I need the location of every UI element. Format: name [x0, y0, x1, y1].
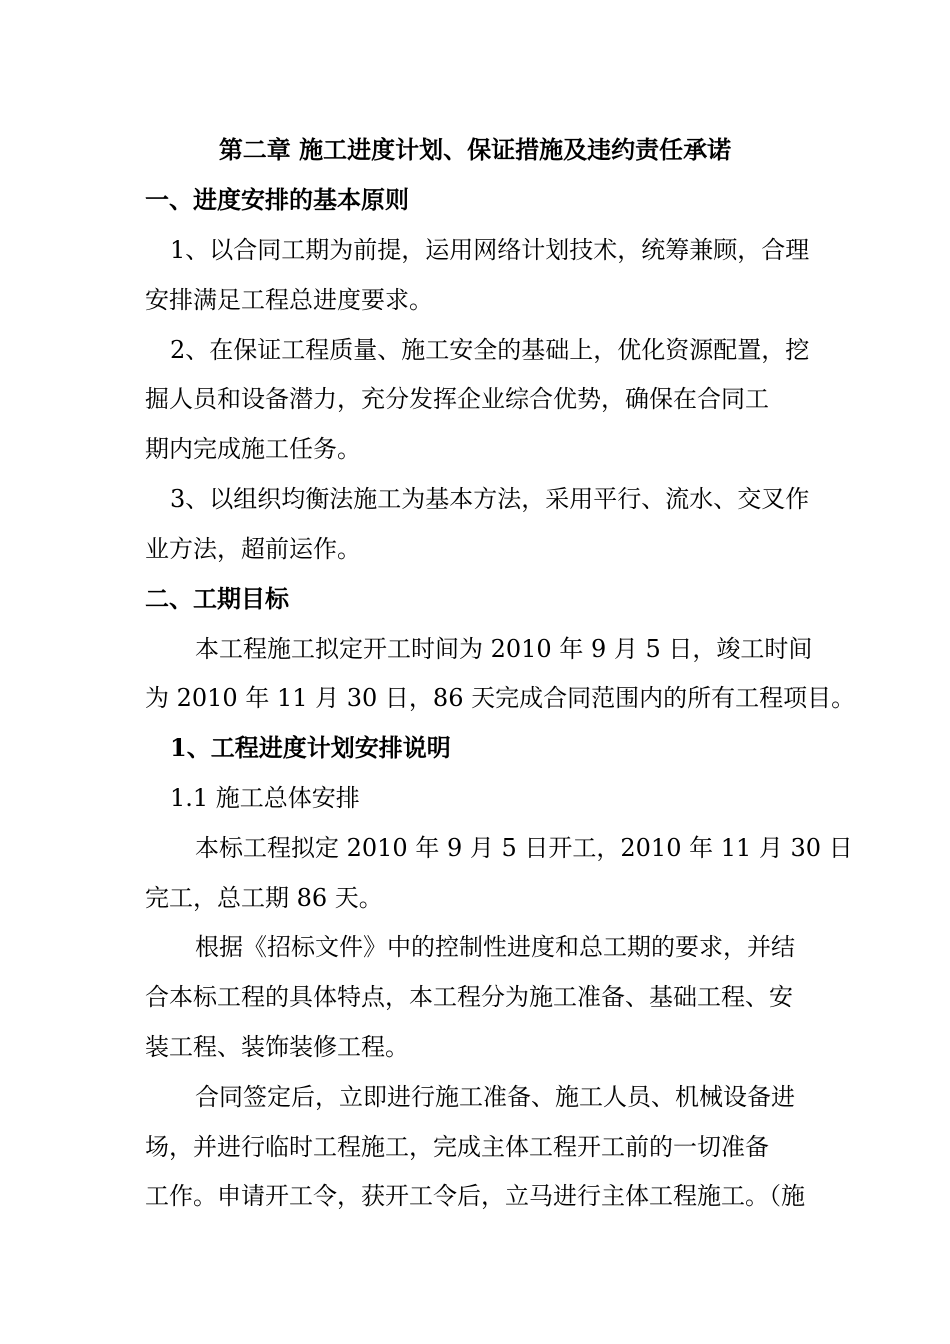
section1-p2-line3: 期内完成施工任务。 — [145, 435, 361, 463]
section2-p2-line2: 完工，总工期 86 天。 — [145, 884, 383, 912]
section2-p4-line2: 场，并进行临时工程施工，完成主体工程开工前的一切准备 — [145, 1133, 769, 1161]
section2-p4-line1: 合同签定后，立即进行施工准备、施工人员、机械设备进 — [195, 1083, 795, 1111]
section1-heading: 一、进度安排的基本原则 — [145, 185, 409, 214]
section2-p1-line1: 本工程施工拟定开工时间为 2010 年 9 月 5 日，竣工时间 — [195, 635, 813, 663]
section1-p1-line1: 1、以合同工期为前提，运用网络计划技术，统筹兼顾，合理 — [170, 236, 810, 264]
section2-p3-line2: 合本标工程的具体特点，本工程分为施工准备、基础工程、安 — [145, 983, 793, 1011]
section1-p3-line1: 3、以组织均衡法施工为基本方法，采用平行、流水、交叉作 — [170, 485, 810, 513]
subsubsection-heading: 1.1 施工总体安排 — [170, 784, 360, 812]
section1-p2-line1: 2、在保证工程质量、施工安全的基础上，优化资源配置，挖 — [170, 336, 810, 364]
section2-p1-line2: 为 2010 年 11 月 30 日，86 天完成合同范围内的所有工程项目。 — [145, 684, 856, 712]
section1-p3-line2: 业方法，超前运作。 — [145, 535, 361, 563]
subsection-heading: 1、工程进度计划安排说明 — [170, 733, 451, 762]
section2-p2-line1: 本标工程拟定 2010 年 9 月 5 日开工，2010 年 11 月 30 日 — [195, 834, 853, 862]
section1-p1-line2: 安排满足工程总进度要求。 — [145, 286, 433, 314]
section2-p4-line3: 工作。申请开工令，获开工令后，立马进行主体工程施工。（施 — [145, 1182, 805, 1210]
section2-heading: 二、工期目标 — [145, 584, 289, 613]
section2-p3-line3: 装工程、装饰装修工程。 — [145, 1033, 409, 1061]
chapter-title: 第二章 施工进度计划、保证措施及违约责任承诺 — [218, 135, 732, 164]
section2-p3-line1: 根据《招标文件》中的控制性进度和总工期的要求，并结 — [195, 933, 795, 961]
section1-p2-line2: 掘人员和设备潜力，充分发挥企业综合优势，确保在合同工 — [145, 385, 769, 413]
